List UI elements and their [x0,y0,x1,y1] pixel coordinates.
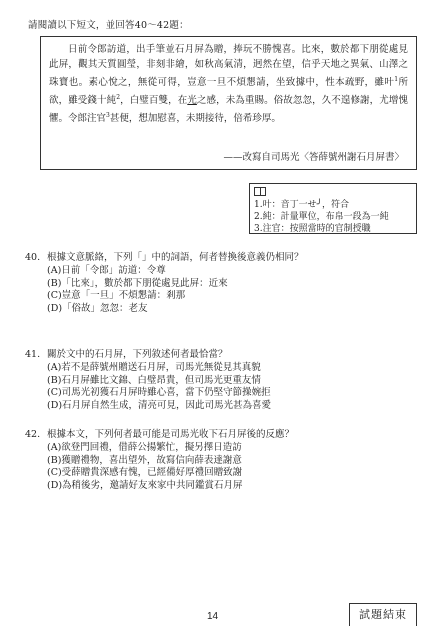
passage-name: 光 [187,94,197,106]
option-a: (A)欲登門回禮，借薛公揚繁忙，擬另擇日造訪 [47,442,242,454]
option-c: (C)豈意「一旦」不煩懇請：剎那 [47,290,186,302]
question-stem: 關於文中的石月屏，下列敘述何者最恰當？ [47,349,228,360]
passage-text: 日前令郎訪道，出手筆並石月屏為贈，捧玩不勝愧喜。比來，數於都下朋從處見此屏，觀其天質圓瑩，非刻非繪，如秋高氣清，迥然在望，信乎天地之異氣、山澤之珠寶也。素心悅之，無從可得，豈意一旦不煩懇請，坐致據中，性本疏野，雖叶$^1$所欲，雖受錢十純$^2$，白璧百雙，在光之感，未為重賜。俗故忽忽，久不遑修謝，尤增愧懼。令郎注官$^3$甚便，想加慰喜，未期接待，倍希珍厚。 [49,44,408,124]
option-c: (C)司馬光初獲石月屏時雖心喜，當下仍堅守節操婉拒 [47,387,271,399]
page-number: 14 [207,611,219,622]
question-stem: 根據本文，下列何者最可能是司馬光收下石月屏後的反應？ [47,429,295,440]
instructions: 請閱讀以下短文，並回答40～42題： [28,20,189,31]
passage-part-a: 日前令郎訪道，出手筆並石月屏為贈，捧玩不勝愧喜。比來，數於都下朋從處見此屏，觀其天質圓瑩，非刻非繪，如秋高氣清，迥然在望，信乎天地之異氣、山澤之珠寶也。素心悅之，無從可得，豈意一旦不煩懇請，坐致據中，性本疏野，雖叶 [49,44,408,88]
option-d: (D)「俗故」忽忽：老友 [47,302,148,314]
question-41 [25,349,271,412]
option-d: (D)石月屏自然生成，清亮可見，因此司馬光甚為喜愛 [47,399,272,411]
option-b: (B)石月屏雖比文錦、白璧昂貴，但司馬光更重友情 [47,374,261,386]
notes-book-icon [254,187,266,196]
option-d: (D)為稍後劣，邀請好友來家中共同鑑賞石月屏 [47,479,243,491]
passage-part-d: 甚便，想加慰喜，未期接待，倍希珍厚。 [109,112,281,124]
passage-source: ——改寫自司馬光〈答薛號州謝石月屏書〉 [223,152,404,163]
option-a: (A)若不是薛號州贈送石月屏，司馬光無從見其真貌 [47,362,261,374]
question-number: 41. [25,349,41,360]
passage-box [40,36,417,170]
question-number: 42. [25,429,41,440]
end-of-exam-label: 試題結束 [349,603,417,626]
notes-box [249,183,417,234]
passage-part-after: 之感，未為重賜。俗故忽忽，久不遑修謝 [196,94,370,106]
option-b: (B)「比來」，數於都下朋從處見此屏：近來 [47,277,228,289]
question-number: 40. [25,252,41,263]
note-1: 1.叶：音丁一せ╯，符合 [254,200,350,210]
option-a: (A)日前「令郎」訪道：令尊 [47,265,166,277]
question-40 [25,252,304,315]
question-42 [25,429,294,492]
passage-part-c: ，尤增愧懼。令郎注官 [49,94,408,124]
note-3: 3.注官：按照當時的官制授職 [254,224,371,234]
note-2: 2.純：計量單位，布帛一段為一純 [254,212,389,222]
option-b: (B)獲贈禮物，喜出望外，故寫信向薛表達謝意 [47,454,242,466]
option-c: (C)受薛贈貴深感有愧，已經備好厚禮回贈致謝 [47,467,243,479]
passage-part-b: 所欲，雖受錢十純 [49,76,408,106]
question-stem: 根據文意脈絡，下列「」中的詞語，何者替換後意義仍相同？ [47,252,304,263]
passage-part-mid: ，白璧百雙，在 [120,94,188,106]
